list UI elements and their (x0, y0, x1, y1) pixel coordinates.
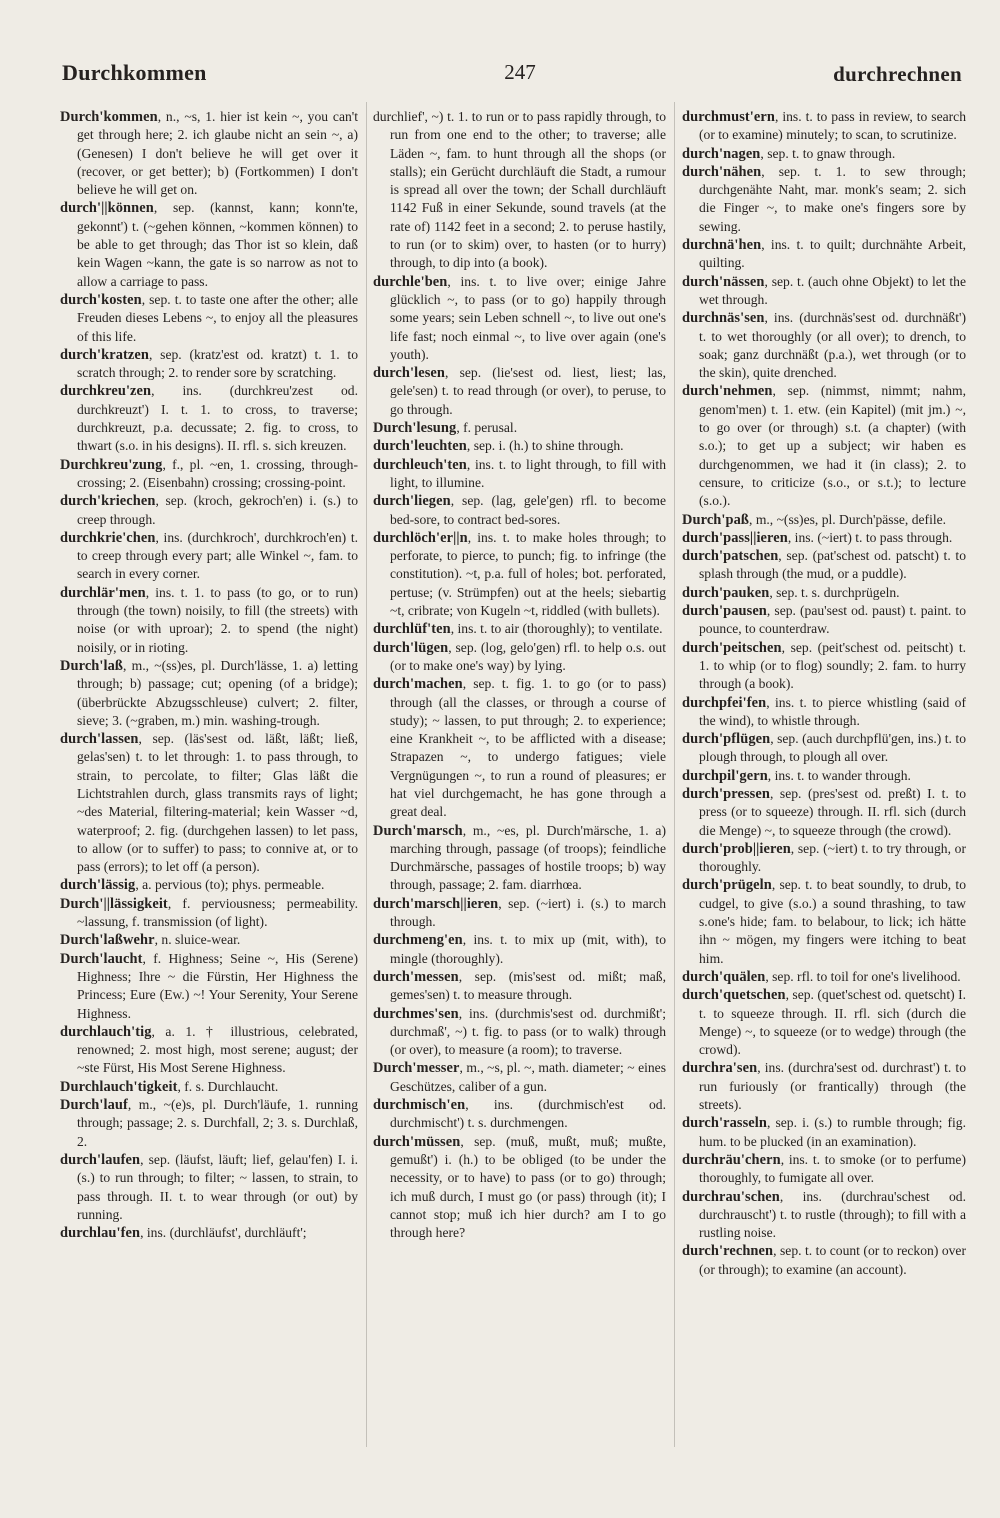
definition: , ins. (durchmis'sest od. durchmißt'; durchmaß', ~) t. fig. to pass (or to walk) through (or over), to measure (a room); to traverse. (390, 1005, 666, 1058)
definition: , f., pl. ~en, 1. crossing, through-crossing; 2. (Eisenbahn) crossing; crossing-point. (77, 456, 358, 490)
headword: durch'nässen (682, 273, 765, 290)
dictionary-entry (60, 1078, 358, 1096)
dictionary-entry (60, 730, 358, 876)
headword: durch'pausen (682, 603, 767, 620)
definition: , sep. i. (s.) to rumble through; fig. hum. to be plucked (in an examination). (699, 1115, 966, 1149)
headword: durchmisch'en (373, 1097, 466, 1114)
page-number: 247 (504, 60, 536, 84)
dictionary-entry (373, 895, 666, 932)
dictionary-entry (682, 876, 966, 967)
headword: durch'pressen (682, 785, 770, 802)
dictionary-entry (682, 1059, 966, 1114)
dictionary-entry (373, 931, 666, 968)
definition: , a. pervious (to); phys. permeable. (135, 877, 325, 893)
headword: durch'prügeln (682, 877, 772, 894)
headword: Durch'paß (682, 511, 750, 528)
definition: , sep. (~iert) i. (s.) to march through. (390, 895, 666, 930)
headword: durchlüf'ten (373, 621, 451, 638)
dictionary-entry (682, 986, 966, 1059)
dictionary-entry (60, 657, 358, 730)
dictionary-entry (682, 511, 966, 529)
dictionary-entry (373, 437, 666, 455)
dictionary-entry (682, 1114, 966, 1151)
definition: , sep. (lie'sest od. liest, liest; las, gele'sen) t. to read through (or over), to peruse, to go through. (390, 365, 666, 417)
headword: durch'kratzen (60, 346, 149, 363)
headword: Durch'lauf (60, 1097, 128, 1114)
dictionary-entry (373, 620, 666, 638)
headword: durch'kosten (60, 291, 142, 308)
definition: , a. 1. † illustrious, celebrated, renowned; 2. most high, most serene; august; der ~ste Fürst, His Most Serene Highness. (77, 1023, 358, 1076)
definition: , m., ~(e)s, pl. Durch'läufe, 1. running through; passage; 2. s. Durchfall, 2; 3. s. Durchlaß, 2. (77, 1097, 358, 1149)
definition: , sep. (mis'sest od. mißt; maß, gemes'sen) t. to measure through. (390, 968, 666, 1003)
dictionary-entry (60, 382, 358, 455)
definition: , m., ~(ss)es, pl. Durch'lässe, 1. a) letting through; b) passage; cut; opening (of a bridge); (überbrückte Abzugsschleuse) culvert; 2. filter, sieve; 3. (~graben, m.) min. washing-trough. (77, 657, 358, 728)
dictionary-entry (682, 785, 966, 840)
definition: , sep. (pau'sest od. paust) t. paint. to pounce, to counterdraw. (699, 603, 966, 637)
dictionary-entry (682, 1242, 966, 1279)
dictionary-entry (60, 456, 358, 493)
dictionary-entry (373, 456, 666, 493)
headword: durch'liegen (373, 493, 451, 510)
dictionary-entry (682, 767, 966, 785)
dictionary-entry (373, 529, 666, 620)
definition: , ins. (durchläufst', durchläuft'; (140, 1225, 307, 1241)
dictionary-entry (60, 199, 358, 290)
headword: durch'nähen (682, 163, 762, 180)
dictionary-entry (373, 1096, 666, 1133)
definition: , sep. t. fig. 1. to go (or to pass) through (all the classes, or through a course of study); ~ lassen, to put through; 2. to experience; eine Krankheit ~, to be afflicted with a disease; Strapazen ~, to undergo fatigues; viele Vergnügungen ~, to run a round of pleasures; er hat viel durchgemacht, he has gone through a great deal. (390, 676, 666, 820)
definition: durchlief', ~) t. 1. to run or to pass rapidly through, to run from one end to the other; to traverse; alle Läden ~, fam. to hunt through all the shops (or stalls); ein Gerücht durchläuft die Stadt, a rumour is spread all over the town; der Schall durchläuft 1142 Fuß in einer Sekunde, sound travels (at the rate of) 1142 feet in a second; 2. to peruse hastily, to run (or to skim) over, to hasten (or to hurry) through, to dip into (a book). (373, 109, 666, 271)
definition: , ins. t. to quilt; durchnähte Arbeit, quilting. (699, 237, 966, 271)
definition: , sep. t. s. durchprügeln. (769, 584, 900, 600)
headword: Durchkreu'zung (60, 456, 163, 473)
definition: , sep. t. to beat soundly, to drub, to cudgel, to give (s.o.) a sound thrashing, to taw s.one's hide; fam. to belabour, to lick; ich hätte ihn ~ mögen, my fingers were itching to beat him. (699, 877, 966, 966)
headword: durch'lässig (60, 877, 136, 894)
dictionary-entry (682, 236, 966, 273)
dictionary-entry (373, 419, 666, 437)
dictionary-entry (682, 547, 966, 584)
dictionary-entry (682, 694, 966, 731)
headword: durch'rasseln (682, 1115, 767, 1132)
dictionary-entry (373, 639, 666, 676)
dictionary-entry (682, 968, 966, 986)
headword: durchmeng'en (373, 932, 463, 949)
headword: durchnä'hen (682, 237, 762, 254)
definition: , ins. t. to smoke (or to perfume) thoroughly, to fumigate all over. (699, 1151, 966, 1186)
headword: durch'lassen (60, 731, 139, 748)
dictionary-entry (682, 602, 966, 639)
definition: , sep. (~iert) t. to try through, or thoroughly. (699, 840, 966, 875)
definition: , ins. t. to pierce whistling (said of the wind), to whistle through. (699, 694, 966, 728)
headword: Durch'laßwehr (60, 932, 155, 949)
dictionary-entry (373, 675, 666, 821)
definition: , ins. (durchnäs'sest od. durchnäßt') t. to wet thoroughly (or all over); to drench, to soak; ganz durchnäßt (p.a.), wet through (or to the skin), quite drenched. (699, 310, 966, 381)
dictionary-entry (682, 1151, 966, 1188)
dictionary-entry (60, 1151, 358, 1224)
definition: , sep. t. 1. to sew through; durchgenähte Naht, mar. monk's seam; 2. sich die Finger ~, to make one's fingers sore by sewing. (699, 163, 966, 234)
definition: , sep. (kroch, gekroch'en) i. (s.) to creep through. (77, 493, 358, 527)
headword: Durch'messer (373, 1060, 460, 1077)
definition: , ins. (durchkreu'zest od. durchkreuzt') I. t. 1. to cross, to traverse; durchkreuzt, p.a. decussate; 2. fig. to cross, to thwart (s.o. in his designs). II. rfl. s. sich kreuzen. (77, 383, 358, 454)
headword: durchmust'ern (682, 109, 775, 125)
dictionary-entry (373, 1059, 666, 1096)
headword: durch'prob||ieren (682, 840, 791, 857)
definition: , sep. t. (auch ohne Objekt) to let the wet through. (699, 273, 966, 307)
headword: durch'leuchten (373, 438, 467, 455)
definition: , sep. t. to gnaw through. (760, 145, 896, 161)
headword: durch'messen (373, 968, 459, 985)
column-rule (366, 102, 367, 1447)
headword: durch'peitschen (682, 639, 782, 656)
dictionary-entry (682, 730, 966, 767)
definition: , m., ~s, pl. ~, math. diameter; ~ eines Geschützes, caliber of a gun. (390, 1060, 666, 1094)
headword: durchleuch'ten (373, 456, 467, 473)
dictionary-entry (373, 492, 666, 529)
headword: durchpil'gern (682, 767, 768, 784)
definition: , sep. (log, gelo'gen) rfl. to help o.s. out (or to make one's way) by lying. (390, 639, 666, 673)
headword: durch'pflügen (682, 731, 771, 748)
dictionary-entry (373, 1005, 666, 1060)
dictionary-entry (60, 931, 358, 949)
definition: , sep. (muß, mußt, muß; mußte, gemußt') i. (h.) to be obliged (to be under the necessity, or to have) to pass (or to go) through; ich muß durch, I must go (or pass) through (it); I cannot stop; muß ich hier durch? am I to go through here? (390, 1133, 666, 1241)
headword: durchlär'men (60, 584, 146, 601)
definition: , m., ~es, pl. Durch'märsche, 1. a) marching through, passage (of troops); feindliche Durchmärsche, passages of hostile troops; b) way through, passage; 2. fam. diarrhœa. (390, 822, 666, 893)
dictionary-entry (682, 145, 966, 163)
definition: , sep. (pres'sest od. preßt) I. t. to press (or to squeeze) through. II. rfl. sich (durch die Menge) ~, to squeeze through (the crowd). (699, 785, 966, 838)
dictionary-entry (60, 291, 358, 346)
definition: , sep. (kannst, kann; konn'te, gekonnt') t. (~gehen können, ~kommen können) to be able to get through; das Thor ist so klein, daß kein Wagen ~kann, the gate is so narrow as not to allow a carriage to pass. (77, 200, 358, 289)
definition: , f. perusal. (456, 420, 518, 436)
dictionary-entry (373, 364, 666, 419)
headword: Durch'||lässigkeit (60, 895, 168, 912)
definition: , ins. (durchrau'schest od. durchrauscht') t. to rustle (through); to fill with a rustling noise. (699, 1188, 966, 1241)
headword: Durchlauch'tigkeit (60, 1078, 178, 1095)
dictionary-entry (682, 273, 966, 310)
headword: Durch'kommen (60, 109, 158, 125)
definition: , ins. t. to make holes through; to perforate, to pierce, to punch; fig. to infringe (the constitution). ~t, p.a. full of holes; bot. perforated, pertuse; (v. Strümpfen) out at the heels; siebartig ~t, cribrate; von Kugeln ~t, riddled (with bullets). (390, 529, 666, 619)
definition: , ins. (~iert) t. to pass through. (787, 529, 953, 545)
headword: durch'laufen (60, 1151, 141, 1168)
headword: durchlau'fen (60, 1225, 141, 1242)
definition: , ins. t. to air (thoroughly); to ventilate. (450, 621, 663, 637)
definition: , sep. (auch durchpflü'gen, ins.) t. to plough through, to plough all over. (699, 731, 966, 765)
dictionary-entry (682, 309, 966, 382)
definition: , ins. t. to pass in review, to search (or to examine) minutely; to scan, to scrutinize. (699, 109, 966, 143)
headword: durch'kriechen (60, 493, 156, 510)
running-head-last-entry: durchrechnen (833, 62, 962, 86)
definition: , ins. t. 1. to pass (to go, or to run) through (the town) noisily, to fill (the streets) with noise (or with uproar); 2. to spend (the night) noisily, or in rioting. (77, 584, 358, 655)
dictionary-entry (60, 492, 358, 529)
headword: durch'quälen (682, 968, 766, 985)
headword: Durch'marsch (373, 822, 463, 839)
definition: , f. s. Durchlaucht. (177, 1078, 279, 1094)
headword: durch'müssen (373, 1133, 461, 1150)
headword: durchkrie'chen (60, 529, 156, 546)
dictionary-entry (373, 108, 666, 273)
headword: durch'quetschen (682, 987, 786, 1004)
headword: durch'rechnen (682, 1243, 774, 1260)
headword: Durch'lesung (373, 420, 457, 437)
dictionary-entry (60, 1224, 358, 1242)
headword: durch'pass||ieren (682, 529, 788, 546)
definition: , sep. (läs'sest od. läßt, läßt; ließ, gelas'sen) t. to let through: 1. to pass through, to strain, to percolate, to filter; Glas läßt die Lichtstrahlen durch, glass transmits rays of light; ~des Material, filtering-material; kein Wasser ~d, waterproof; 2. fig. (durchgehen lassen) to let pass, to allow (or to suffer) to pass; to connive at, or to pass (errors); to let off (a person). (77, 731, 358, 875)
definition: , f. Highness; Seine ~, His (Serene) Highness; Ihre ~ die Fürstin, Her Highness the Princess; Eure (Ew.) ~! Your Serenity, Your Serene Highness. (77, 950, 358, 1021)
definition: , sep. t. to count (or to reckon) over (or through); to examine (an account). (699, 1243, 966, 1277)
definition: , ins. t. to live over; einige Jahre glücklich ~, to pass (or to go) happily through some years; sein Leben schnell ~, to live out one's life fast; noch einmal ~, to live over again (one's youth). (390, 273, 666, 362)
column-rule (674, 102, 675, 1447)
headword: durch'lügen (373, 639, 449, 656)
dictionary-entry (60, 584, 358, 657)
definition: , sep. t. to taste one after the other; alle Freuden dieses Lebens ~, to enjoy all the pleasures of this life. (77, 291, 358, 344)
dictionary-entry (682, 584, 966, 602)
headword: durch'machen (373, 676, 463, 693)
definition: , n., ~s, 1. hier ist kein ~, you can't get through here; 2. ich glaube nicht an sein ~, a) (Genesen) I don't believe he will get over it (recover, or get better); b) (Fortkommen) I don't believe he will get on. (77, 109, 358, 198)
headword: durch'patschen (682, 548, 779, 565)
dictionary-entry (682, 840, 966, 877)
definition: , f. perviousness; permeability. ~lassung, f. transmission (of light). (77, 895, 358, 930)
headword: durchra'sen (682, 1060, 758, 1077)
headword: durch'lesen (373, 365, 445, 382)
definition: , sep. (pat'schest od. patscht) t. to splash through (the mud, or a puddle). (699, 548, 966, 582)
running-head-first-entry: Durchkommen (62, 60, 207, 85)
headword: durchle'ben (373, 273, 448, 290)
definition: , sep. (kratz'est od. kratzt) t. 1. to scratch through; 2. to render sore by scratching. (77, 346, 358, 381)
definition: , ins. (durchmisch'est od. durchmischt') t. s. durchmengen. (390, 1097, 666, 1131)
definition: , sep. (quet'schest od. quetscht) I. t. to squeeze through. II. rfl. sich (durch die Menge) ~, to squeeze (or to wedge) through (the crowd). (699, 987, 966, 1058)
dictionary-entry (373, 822, 666, 895)
dictionary-entry (373, 1133, 666, 1243)
dictionary-entry (60, 950, 358, 1023)
dictionary-entry (60, 108, 358, 199)
headword: durchmes'sen (373, 1005, 459, 1022)
dictionary-entry (682, 1188, 966, 1243)
definition: , ins. (durchkroch', durchkroch'en) t. to creep through every part; alle Winkel ~, fam. to search in every corner. (77, 529, 358, 582)
definition: , sep. (läufst, läuft; lief, gelau'fen) I. i. (s.) to run through; to filter; ~ lassen, to strain, to pass through. II. t. to wear through (or out) by running. (77, 1151, 358, 1222)
headword: durch'||können (60, 200, 154, 217)
definition: , ins. t. to light through, to fill with light, to illumine. (390, 456, 666, 490)
column-1 (60, 108, 358, 1498)
column-2 (373, 108, 666, 1498)
definition: , ins. t. to mix up (mit, with), to mingle (thoroughly). (390, 932, 666, 966)
headword: durchlöch'er||n (373, 529, 468, 546)
headword: Durch'laucht (60, 950, 143, 967)
dictionary-entry (682, 529, 966, 547)
definition: , sep. (nimmst, nimmt; nahm, genom'men) t. 1. etw. (ein Kapitel) (mit jm.) ~, to go over (or through) s.t. (a chapter) (with s.o.); to get up a subject; wir haben es durchgenommen, we had it (in class); 2. to censure, to criticize (s.o., or s.t.); to lecture (s.o.). (699, 383, 966, 509)
headword: durch'pauken (682, 584, 770, 601)
headword: durchpfei'fen (682, 694, 767, 711)
dictionary-entry (60, 895, 358, 932)
definition: , sep. rfl. to toil for one's livelihood. (765, 968, 961, 984)
headword: durch'nagen (682, 145, 761, 162)
definition: , n. sluice-wear. (154, 932, 241, 948)
definition: , m., ~(ss)es, pl. Durch'pässe, defile. (749, 511, 947, 527)
headword: durch'nehmen (682, 383, 773, 400)
headword: durchrau'schen (682, 1188, 780, 1205)
definition: , ins. (durchra'sest od. durchrast') t. to run furiously (or frantically) through (the streets). (699, 1060, 966, 1113)
definition: , sep. (peit'schest od. peitscht) t. 1. to whip (or to flog) soundly; 2. fam. to hurry through (a book). (699, 639, 966, 692)
dictionary-entry (682, 108, 966, 145)
dictionary-entry (60, 1096, 358, 1151)
headword: durchkreu'zen (60, 383, 152, 400)
column-3 (682, 108, 966, 1498)
dictionary-entry (682, 382, 966, 510)
dictionary-entry (373, 968, 666, 1005)
headword: durchnäs'sen (682, 310, 765, 327)
dictionary-entry (682, 163, 966, 236)
definition: , sep. (lag, gele'gen) rfl. to become bed-sore, to contract bed-sores. (390, 493, 666, 527)
dictionary-entry (373, 273, 666, 364)
dictionary-entry (60, 346, 358, 383)
headword: durch'marsch||ieren (373, 895, 499, 912)
definition: , ins. t. to wander through. (767, 767, 911, 783)
dictionary-entry (60, 1023, 358, 1078)
dictionary-entry (60, 876, 358, 894)
headword: durchräu'chern (682, 1151, 781, 1168)
headword: Durch'laß (60, 657, 124, 674)
dictionary-entry (682, 639, 966, 694)
definition: , sep. i. (h.) to shine through. (466, 438, 624, 454)
dictionary-entry (60, 529, 358, 584)
headword: durchlauch'tig (60, 1023, 152, 1040)
